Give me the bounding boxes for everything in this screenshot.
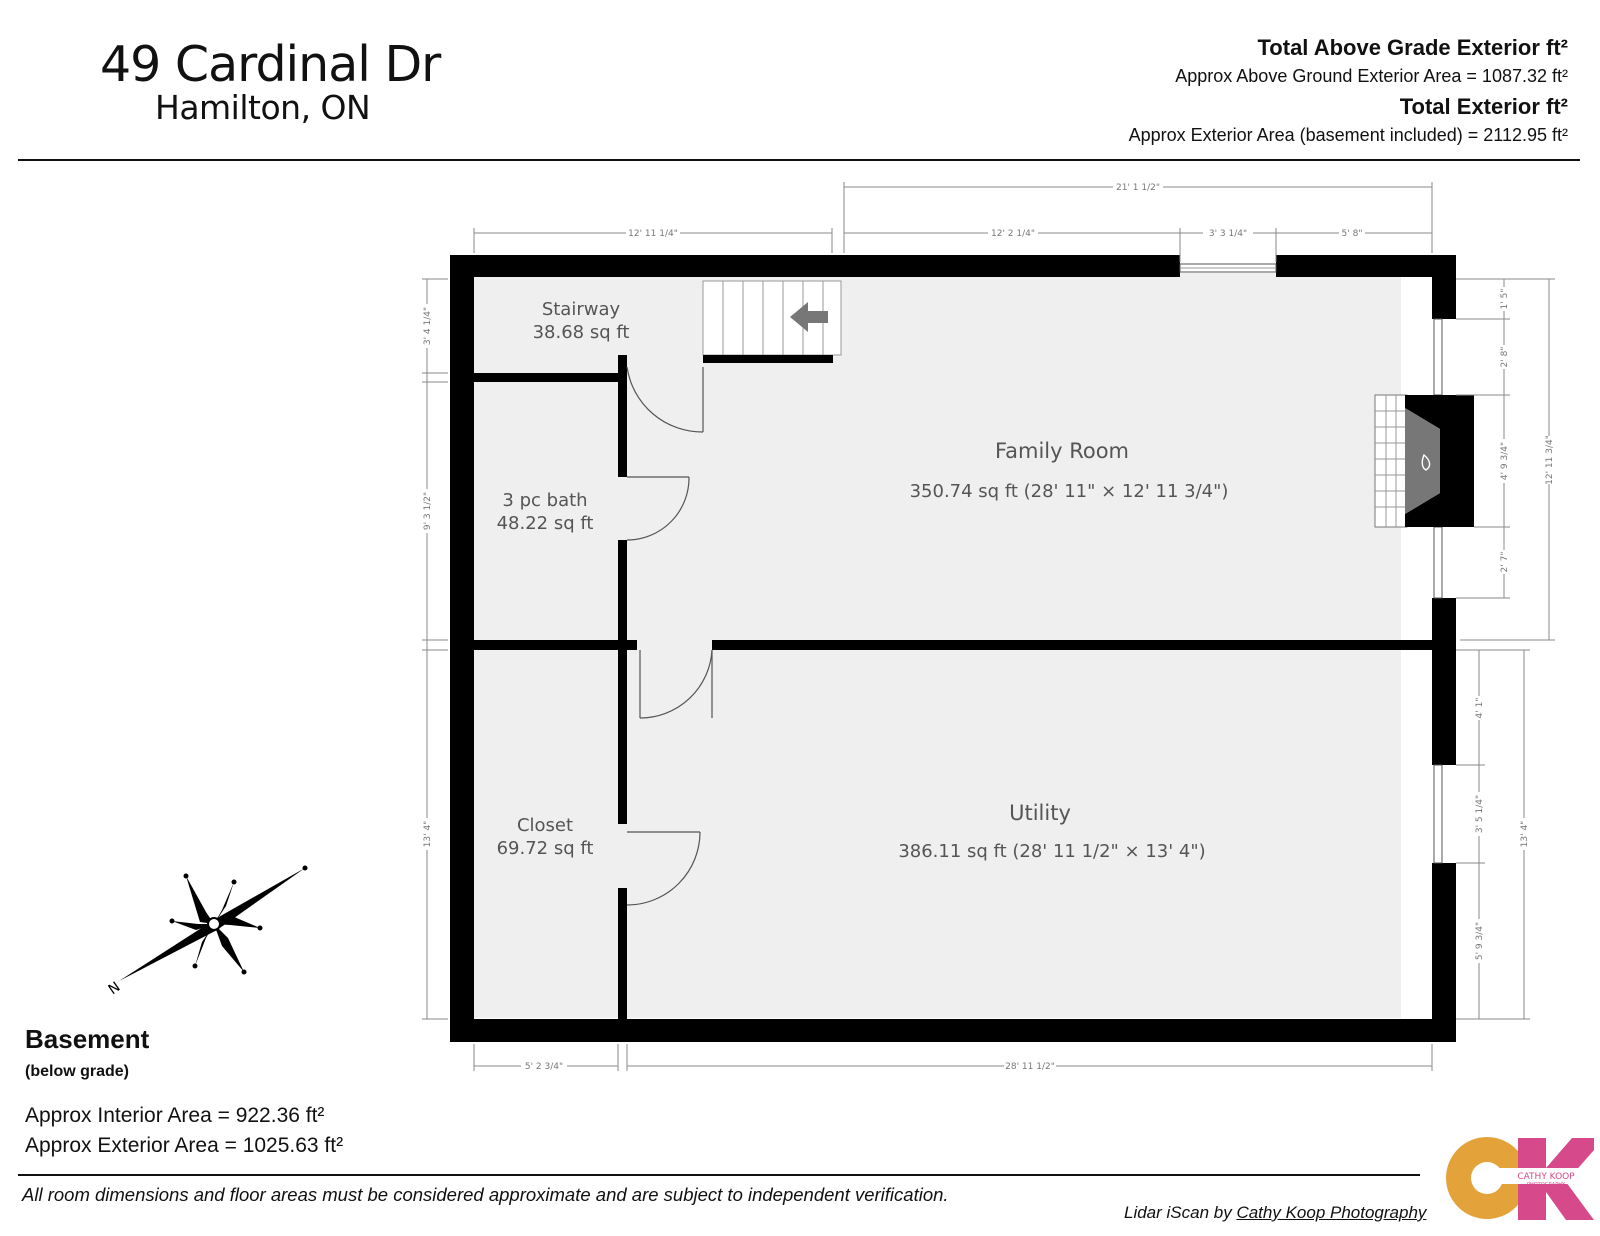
dim-right-seg3: 4' 9 3/4" <box>1500 441 1510 481</box>
exterior-area: Approx Exterior Area = 1025.63 ft² <box>25 1134 344 1157</box>
utility-area: 386.11 sq ft (28' 11 1/2" × 13' 4") <box>898 841 1206 862</box>
brand-logo <box>1446 1137 1594 1220</box>
logo-subtext: PHOTOGRAPHY <box>1526 1182 1566 1188</box>
dim-right-seg4: 2' 7" <box>1500 551 1510 573</box>
dim-top-right: 5' 8" <box>1341 229 1363 239</box>
dim-left-bath: 9' 3 1/2" <box>423 491 433 531</box>
above-grade-title: Total Above Grade Exterior ft² <box>1257 35 1568 60</box>
address-city: Hamilton, ON <box>155 88 371 127</box>
family-room-area: 350.74 sq ft (28' 11" × 12' 11 3/4") <box>909 481 1229 502</box>
compass-north-label: N <box>105 979 124 999</box>
dim-top-left: 12' 11 1/4" <box>628 229 678 239</box>
dim-bottom-left: 5' 2 3/4" <box>524 1062 564 1072</box>
total-exterior-area: Approx Exterior Area (basement included) = 2112.95 ft² <box>1128 125 1568 145</box>
dim-bottom-right: 28' 11 1/2" <box>1005 1062 1055 1072</box>
interior-area: Approx Interior Area = 922.36 ft² <box>25 1104 325 1127</box>
dim-right-seg5: 4' 1" <box>1475 697 1485 719</box>
dim-right-utility: 13' 4" <box>1520 820 1530 848</box>
dim-right-family: 12' 11 3/4" <box>1545 435 1555 485</box>
above-grade-area: Approx Above Ground Exterior Area = 1087.32 ft² <box>1175 66 1568 86</box>
disclaimer: All room dimensions and floor areas must be considered approximate and are subject to independent verification. <box>22 1184 949 1205</box>
stairway-area: 38.68 sq ft <box>532 322 630 343</box>
total-exterior-title: Total Exterior ft² <box>1399 94 1568 119</box>
dim-right-seg1: 1' 5" <box>1500 288 1510 310</box>
stairs <box>703 281 841 355</box>
address-street: 49 Cardinal Dr <box>100 36 441 93</box>
family-room-label: Family Room <box>994 439 1130 463</box>
dim-right-seg2: 2' 8" <box>1500 346 1510 368</box>
floor-name: Basement <box>25 1024 150 1054</box>
dim-top-mid: 12' 2 1/4" <box>991 229 1035 239</box>
dim-top-overall: 21' 1 1/2" <box>1116 183 1160 193</box>
dim-left-closet: 13' 4" <box>423 820 433 848</box>
utility-label: Utility <box>1009 801 1071 825</box>
footer-divider <box>18 1174 1420 1176</box>
dim-left-stair: 3' 4 1/4" <box>423 306 433 346</box>
dim-right-seg7: 5' 9 3/4" <box>1475 921 1485 961</box>
fireplace <box>1375 395 1474 527</box>
dim-top-window: 3' 3 1/4" <box>1208 229 1248 239</box>
closet-area: 69.72 sq ft <box>496 838 594 859</box>
bath-area: 48.22 sq ft <box>496 513 594 534</box>
bath-label: 3 pc bath <box>502 490 588 511</box>
credit-prefix: Lidar iScan by <box>1124 1203 1237 1222</box>
closet-label: Closet <box>516 815 574 836</box>
dim-right-seg6: 3' 5 1/4" <box>1475 794 1485 834</box>
stairway-label: Stairway <box>541 299 621 320</box>
compass-rose <box>106 866 308 999</box>
floor-subtitle: (below grade) <box>25 1063 130 1080</box>
credit <box>1124 1203 1426 1223</box>
logo-text: CATHY KOOP <box>1517 1172 1575 1182</box>
credit-link[interactable]: Cathy Koop Photography <box>1236 1203 1427 1222</box>
